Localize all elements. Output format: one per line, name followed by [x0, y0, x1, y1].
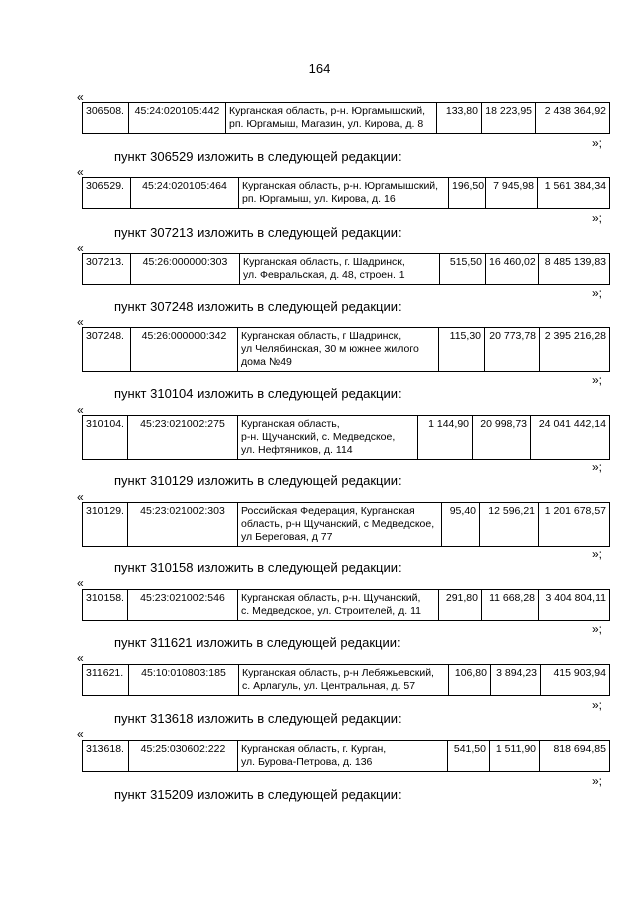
- entry-table: [82, 664, 610, 696]
- address: [238, 416, 418, 460]
- rate: 3 894,23: [491, 665, 541, 696]
- address-line: ул Челябинская, 30 м южнее жилого: [241, 343, 419, 355]
- instruction-text: пункт 311621 изложить в следующей редакции:: [114, 635, 401, 650]
- instruction-text: пункт 310129 изложить в следующей редакции:: [114, 473, 402, 488]
- cadastral-value: 415 903,94: [541, 665, 610, 696]
- rate: 1 511,90: [490, 741, 540, 772]
- area: 1 144,90: [418, 416, 473, 460]
- close-quote: »;: [592, 547, 603, 561]
- address-line: Курганская область, г Шадринск,: [241, 330, 402, 342]
- rate: 11 668,28: [482, 590, 539, 621]
- instruction-text: пункт 306529 изложить в следующей редакции:: [114, 149, 402, 164]
- address: [239, 665, 449, 696]
- entry-table: [82, 502, 610, 547]
- entry-table: [82, 102, 610, 134]
- address-line: р-н. Щучанский, с. Медведское,: [241, 431, 396, 443]
- open-quote: «: [77, 576, 84, 590]
- address-line: Курганская область, г. Курган,: [241, 743, 387, 755]
- area: 95,40: [442, 503, 480, 547]
- area: 541,50: [448, 741, 490, 772]
- rate: 7 945,98: [486, 178, 538, 209]
- cadastral-number: 45:26:000000:342: [131, 328, 238, 372]
- entry-table: [82, 177, 610, 209]
- entry-id: 310129.: [83, 503, 128, 547]
- instruction-text: пункт 310104 изложить в следующей редакции:: [114, 386, 402, 401]
- address: [239, 178, 449, 209]
- address-line: область, р-н Щучанский, с Медведское,: [241, 518, 435, 530]
- close-quote: »;: [592, 460, 603, 474]
- entry-id: 307248.: [83, 328, 131, 372]
- close-quote: »;: [592, 774, 603, 788]
- area: 133,80: [437, 103, 482, 134]
- address: [226, 103, 437, 134]
- cadastral-value: 2 438 364,92: [536, 103, 610, 134]
- rate: 20 773,78: [485, 328, 540, 372]
- cadastral-number: 45:10:010803:185: [129, 665, 239, 696]
- page-number: 164: [308, 61, 331, 76]
- address-line: рп. Юргамыш, ул. Кирова, д. 16: [242, 193, 396, 205]
- cadastral-number: 45:26:000000:303: [131, 254, 240, 285]
- address-line: дома №49: [241, 356, 292, 368]
- area: 115,30: [439, 328, 485, 372]
- open-quote: «: [77, 241, 84, 255]
- rate: 20 998,73: [473, 416, 531, 460]
- cadastral-number: 45:24:020105:442: [129, 103, 226, 134]
- cadastral-value: 3 404 804,11: [539, 590, 610, 621]
- address-line: Курганская область, г. Шадринск,: [243, 256, 405, 268]
- address: [238, 328, 439, 372]
- address-line: с. Медведское, ул. Строителей, д. 11: [241, 605, 421, 617]
- address-line: Курганская область, р-н. Юргамышский,: [242, 180, 439, 192]
- instruction-text: пункт 315209 изложить в следующей редакции:: [114, 787, 402, 802]
- instruction-text: пункт 307213 изложить в следующей редакции:: [114, 225, 402, 240]
- address-line: Курганская область, р-н Лебяжьевский,: [242, 667, 434, 679]
- cadastral-value: 1 201 678,57: [539, 503, 610, 547]
- cadastral-value: 2 395 216,28: [540, 328, 610, 372]
- close-quote: »;: [592, 622, 603, 636]
- instruction-text: пункт 310158 изложить в следующей редакции:: [114, 560, 402, 575]
- close-quote: »;: [592, 286, 603, 300]
- open-quote: «: [77, 727, 84, 741]
- cadastral-value: 24 041 442,14: [531, 416, 610, 460]
- area: 106,80: [449, 665, 491, 696]
- rate: 12 596,21: [480, 503, 539, 547]
- cadastral-number: 45:24:020105:464: [131, 178, 239, 209]
- rate: 18 223,95: [482, 103, 536, 134]
- address-line: с. Арлагуль, ул. Центральная, д. 57: [242, 680, 416, 692]
- close-quote: »;: [592, 136, 603, 150]
- entry-id: 306508.: [83, 103, 129, 134]
- cadastral-number: 45:23:021002:303: [128, 503, 238, 547]
- area: 291,80: [439, 590, 482, 621]
- close-quote: »;: [592, 698, 603, 712]
- open-quote: «: [77, 490, 84, 504]
- entry-table: [82, 253, 610, 285]
- area: 515,50: [440, 254, 486, 285]
- address-line: ул. Февральская, д. 48, строен. 1: [243, 269, 405, 281]
- cadastral-number: 45:23:021002:275: [128, 416, 238, 460]
- entry-table: [82, 589, 610, 621]
- address: [238, 590, 439, 621]
- address: [238, 503, 442, 547]
- entry-id: 311621.: [83, 665, 129, 696]
- cadastral-value: 1 561 384,34: [538, 178, 610, 209]
- address-line: Курганская область, р-н. Щучанский,: [241, 592, 421, 604]
- close-quote: »;: [592, 373, 603, 387]
- open-quote: «: [77, 403, 84, 417]
- entry-table: [82, 415, 610, 460]
- rate: 16 460,02: [486, 254, 539, 285]
- address: [238, 741, 448, 772]
- address-line: Курганская область,: [241, 418, 340, 430]
- address: [240, 254, 440, 285]
- entry-id: 310158.: [83, 590, 128, 621]
- entry-id: 307213.: [83, 254, 131, 285]
- entry-id: 313618.: [83, 741, 129, 772]
- address-line: ул. Бурова-Петрова, д. 136: [241, 756, 373, 768]
- address-line: ул Береговая, д 77: [241, 531, 333, 543]
- instruction-text: пункт 307248 изложить в следующей редакции:: [114, 299, 402, 314]
- open-quote: «: [77, 651, 84, 665]
- address-line: рп. Юргамыш, Магазин, ул. Кирова, д. 8: [229, 118, 424, 130]
- cadastral-number: 45:23:021002:546: [128, 590, 238, 621]
- entry-table: [82, 740, 610, 772]
- instruction-text: пункт 313618 изложить в следующей редакции:: [114, 711, 402, 726]
- open-quote: «: [77, 315, 84, 329]
- address-line: ул. Нефтяников, д. 114: [241, 444, 353, 456]
- entry-id: 310104.: [83, 416, 128, 460]
- cadastral-value: 8 485 139,83: [539, 254, 610, 285]
- open-quote: «: [77, 165, 84, 179]
- address-line: Российская Федерация, Курганская: [241, 505, 415, 517]
- cadastral-value: 818 694,85: [540, 741, 610, 772]
- cadastral-number: 45:25:030602:222: [129, 741, 238, 772]
- area: 196,50: [449, 178, 486, 209]
- open-quote: «: [77, 90, 84, 104]
- address-line: Курганская область, р-н. Юргамышский,: [229, 105, 426, 117]
- entry-id: 306529.: [83, 178, 131, 209]
- entry-table: [82, 327, 610, 372]
- close-quote: »;: [592, 211, 603, 225]
